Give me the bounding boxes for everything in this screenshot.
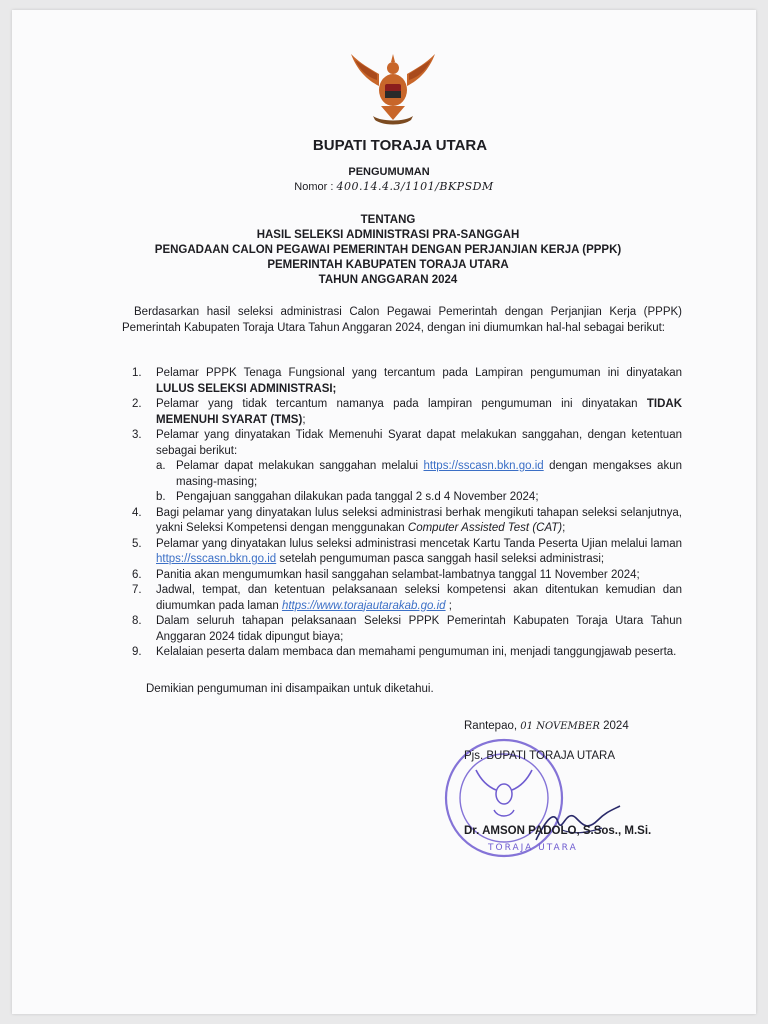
announcement-list <box>122 366 682 661</box>
sub-item-letter: a. <box>156 460 166 472</box>
item-text: Pelamar dapat melakukan sanggahan melalui <box>176 460 424 472</box>
item-number: 4. <box>132 506 142 519</box>
subject-line-4: TAHUN ANGGARAN 2024 <box>318 274 458 286</box>
item-number: 8. <box>132 615 142 627</box>
item-text: Pengajuan sanggahan dilakukan pada tanggal 2 s.d 4 November 2024; <box>176 491 539 503</box>
item-text: setelah pengumuman pasca sanggah hasil seleksi administrasi; <box>276 553 605 565</box>
torajautara-link[interactable]: https://www.torajautarakab.go.id <box>281 599 446 612</box>
item-text: Panitia akan mengumumkan hasil sanggahan selambat-lambatnya tanggal 11 November 2024; <box>156 568 640 581</box>
list-item <box>122 506 682 537</box>
stamp-text: TORAJA UTARA <box>488 843 578 853</box>
signatory-name: Dr. AMSON PADOLO, S.Sos., M.Si. <box>464 825 652 837</box>
item-text: ; <box>445 599 452 612</box>
item-text: Pelamar yang dinyatakan lulus seleksi administrasi mencetak Kartu Tanda Peserta Ujian melalui laman <box>156 537 682 550</box>
item-text: Jadwal, tempat, dan ketentuan pelaksanaan seleksi kompetensi akan ditentukan kemudian dan diumumkan pada laman <box>156 584 682 612</box>
nomor-label: Nomor : <box>294 181 334 193</box>
sub-item-letter: b. <box>156 491 166 503</box>
sscasn-link[interactable]: https://sscasn.bkn.go.id <box>156 553 277 565</box>
item-text: dengan mengakses akun masing-masing; <box>176 460 682 488</box>
item-text: Pelamar yang tidak tercantum namanya pada lampiran pengumuman ini dinyatakan <box>156 398 647 410</box>
subject-line-3: PEMERINTAH KABUPATEN TORAJA UTARA <box>267 259 509 271</box>
signatory-title: Pjs. BUPATI TORAJA UTARA <box>464 750 616 762</box>
item-text: Bagi pelamar yang dinyatakan lulus seleksi administrasi berhak mengikuti tahapan seleksi selanjutnya, yakni Seleksi Kompetensi dengan menggunakan <box>156 506 682 534</box>
document-page <box>12 10 756 1014</box>
list-item <box>122 614 682 645</box>
document-number <box>22 180 766 193</box>
signature-day: 01 <box>520 721 534 732</box>
authority-title: BUPATI TORAJA UTARA <box>312 137 488 154</box>
item-text: ; <box>562 522 566 534</box>
item-text: ; <box>302 413 306 426</box>
closing-sentence: Demikian pengumuman ini disampaikan untuk diketahui. <box>146 683 434 695</box>
item-text: Pelamar PPPK Tenaga Fungsional yang tercantum pada Lampiran pengumuman ini dinyatakan <box>156 367 682 379</box>
nomor-value: 400.14.4.3/1101/BKPSDM <box>336 180 494 193</box>
signature-month: NOVEMBER <box>536 721 600 732</box>
sub-list-item <box>156 490 682 506</box>
subject-line-1: HASIL SELEKSI ADMINISTRASI PRA-SANGGAH <box>256 229 520 241</box>
sub-list-item <box>156 459 682 490</box>
subject-line-2: PENGADAAN CALON PEGAWAI PEMERINTAH DENGAN PERJANJIAN KERJA (PPPK) <box>154 244 622 256</box>
item-number: 7. <box>132 584 142 596</box>
list-item <box>122 537 682 568</box>
item-number: 6. <box>132 568 142 581</box>
garuda-emblem-icon <box>347 50 439 128</box>
item-number: 1. <box>132 367 142 379</box>
list-item <box>122 428 682 506</box>
item-text: Pelamar yang dinyatakan Tidak Memenuhi Syarat dapat melakukan sanggahan, dengan ketentuan sebagai berikut: <box>156 429 682 457</box>
doc-type: PENGUMUMAN <box>348 166 430 178</box>
item-emphasis: Computer Assisted Test (CAT) <box>407 522 563 534</box>
item-text: Kelalaian peserta dalam membaca dan memahami pengumuman ini, menjadi tanggungjawab peserta. <box>156 646 677 658</box>
item-emphasis: TIDAK MEMENUHI SYARAT (TMS) <box>156 398 682 426</box>
item-number: 5. <box>132 537 142 550</box>
signature-year: 2024 <box>603 720 629 732</box>
sscasn-link[interactable]: https://sscasn.bkn.go.id <box>423 460 544 472</box>
signature-place: Rantepao, <box>464 720 518 732</box>
list-item <box>122 397 682 428</box>
item-number: 9. <box>132 646 142 658</box>
item-number: 2. <box>132 398 142 410</box>
item-number: 3. <box>132 429 142 441</box>
intro-paragraph: Berdasarkan hasil seleksi administrasi Calon Pegawai Pemerintah dengan Perjanjian Kerja (PPPK) Pemerintah Kabupaten Toraja Utara Tahun Anggaran 2024, dengan ini diumumkan hal-hal sebagai berikut: <box>122 306 682 334</box>
list-item <box>122 645 682 661</box>
sub-list <box>156 459 682 506</box>
tentang-label: TENTANG <box>360 214 416 226</box>
list-item <box>122 568 682 584</box>
list-item <box>122 366 682 397</box>
signature-date <box>464 720 629 732</box>
item-emphasis: LULUS SELEKSI ADMINISTRASI; <box>156 382 337 395</box>
list-item <box>122 583 682 614</box>
item-text: Dalam seluruh tahapan pelaksanaan Seleksi PPPK Pemerintah Kabupaten Toraja Utara Tahun Anggaran 2024 tidak dipungut biaya; <box>156 615 682 643</box>
